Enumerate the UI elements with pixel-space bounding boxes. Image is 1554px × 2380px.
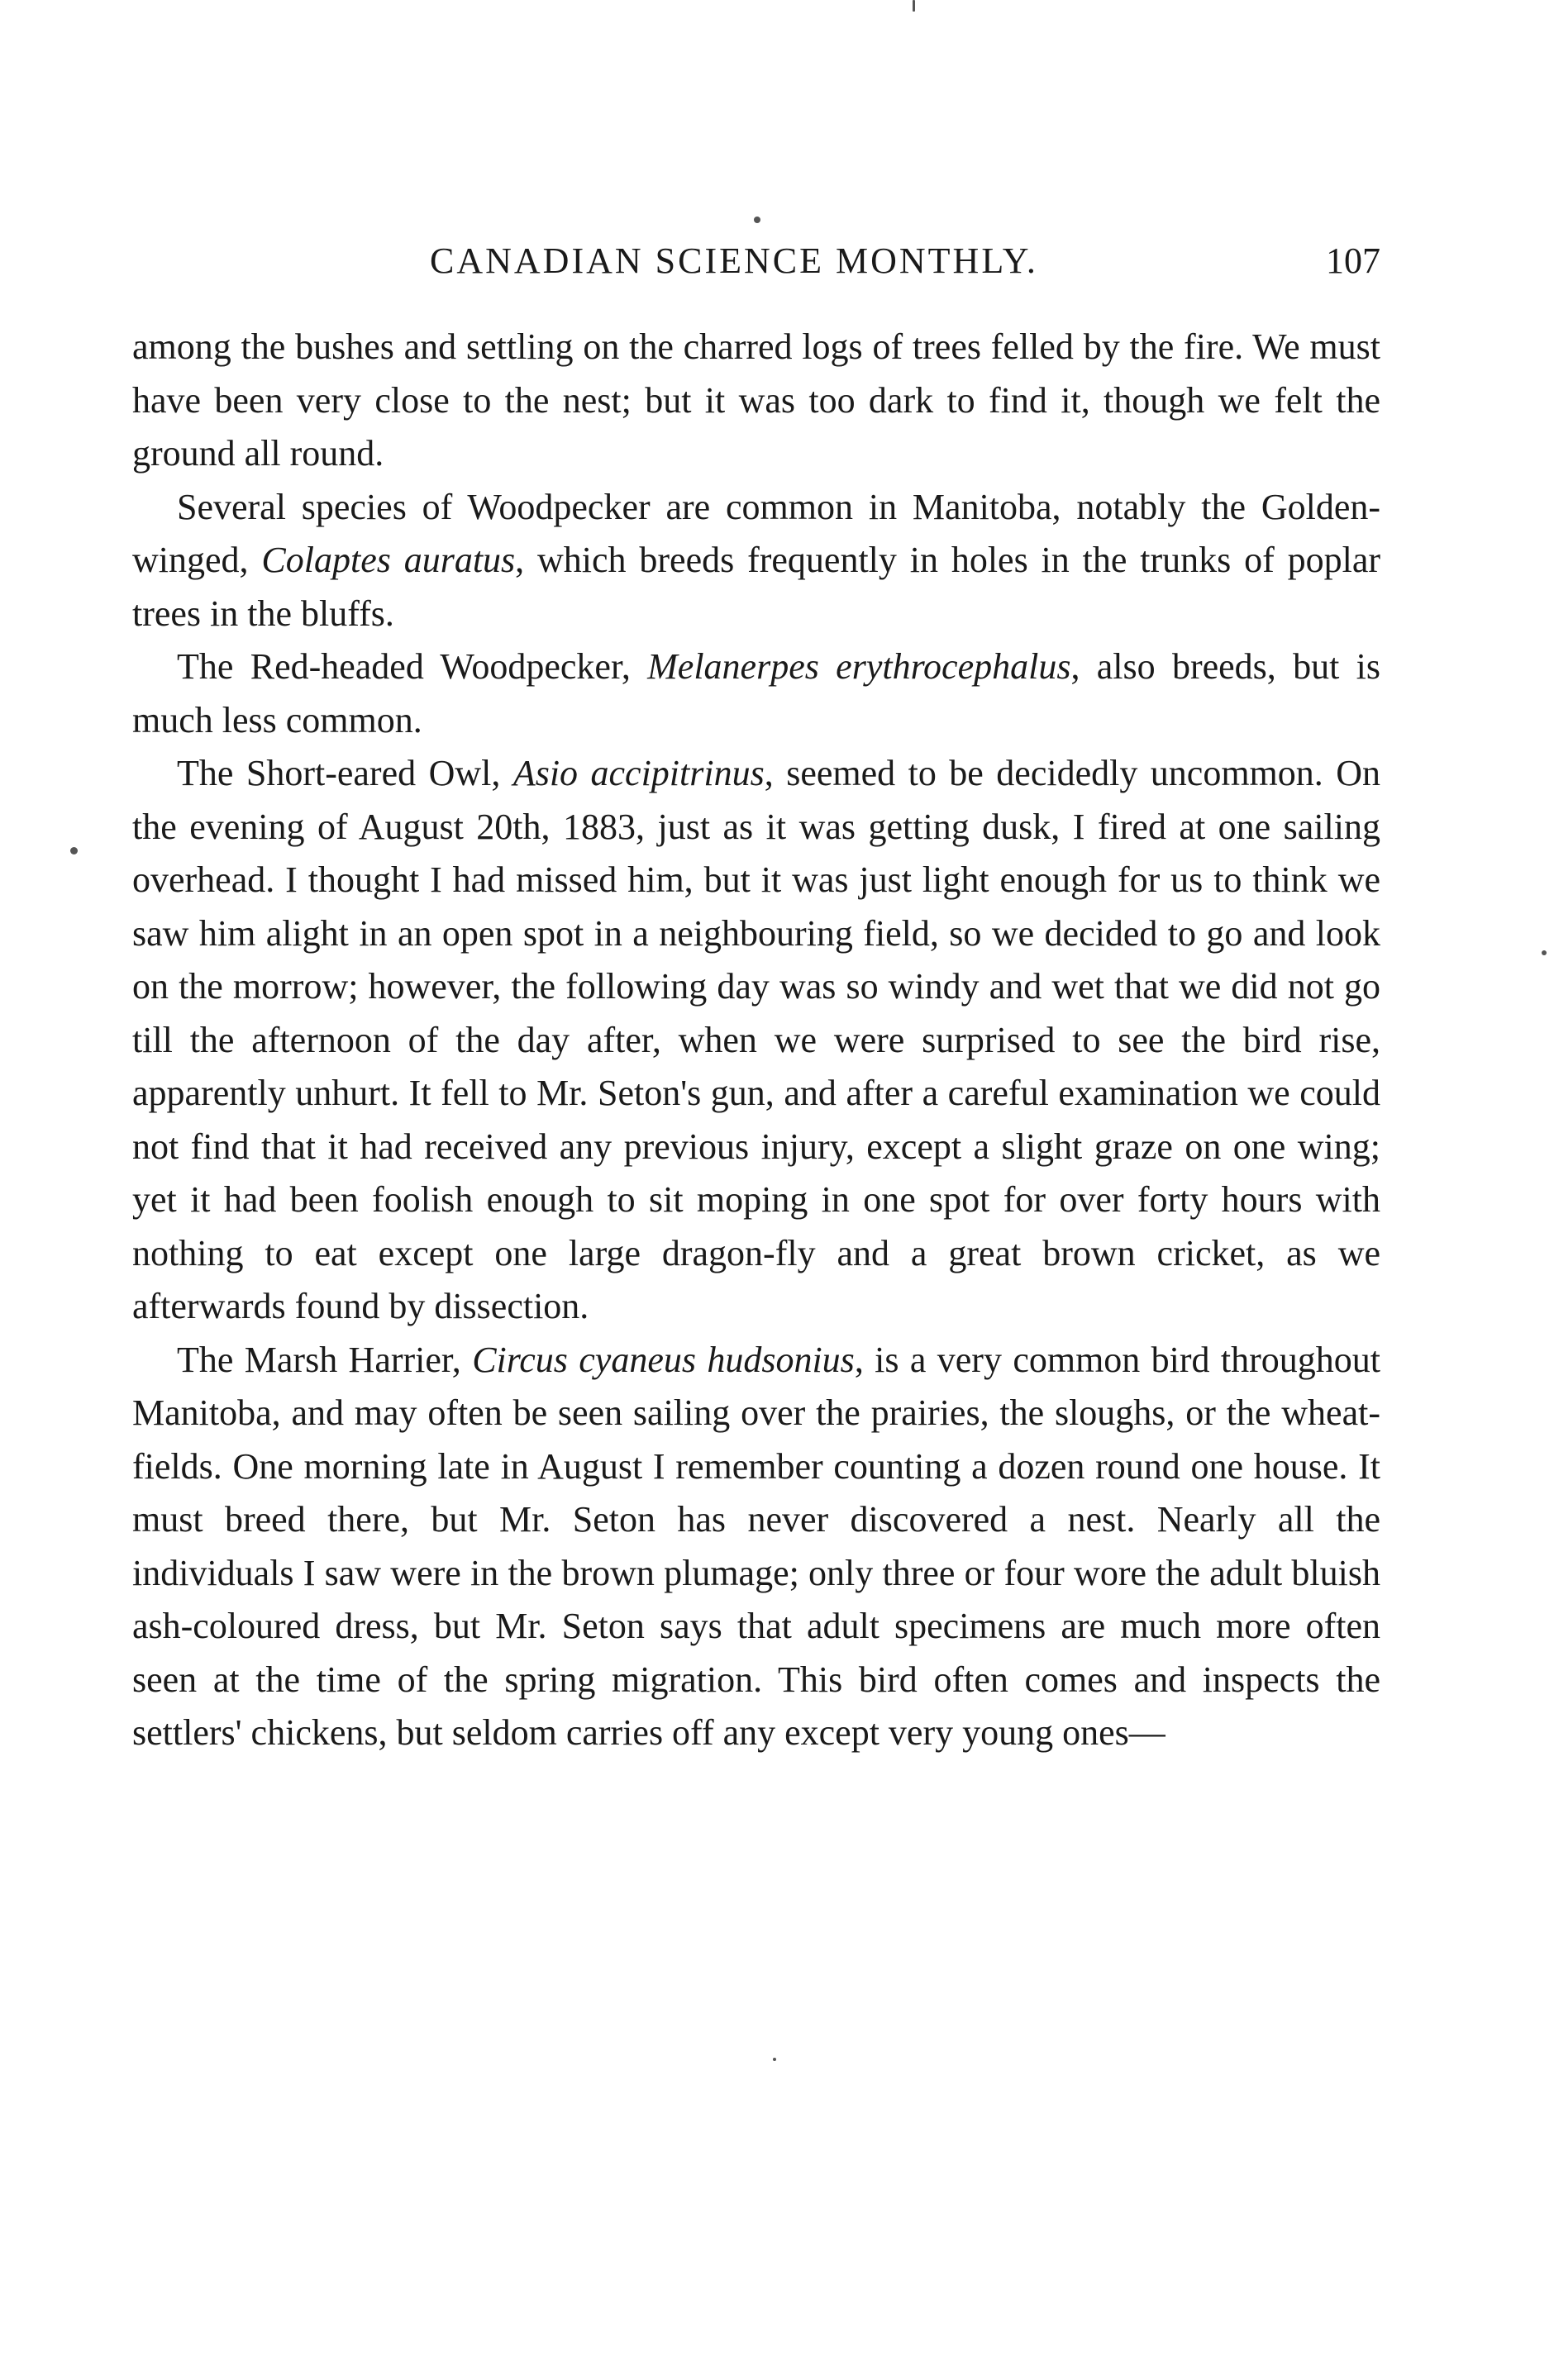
paragraph-text: , also breeds, but is much less common. bbox=[132, 646, 1380, 740]
scan-speck bbox=[70, 847, 78, 854]
scan-speck bbox=[773, 2058, 776, 2061]
page-number: 107 bbox=[1326, 240, 1380, 281]
paragraph-text: The Red-headed Woodpecker, bbox=[177, 646, 648, 687]
paragraph-text: Several species of Woodpecker are common in Manitoba, notably the Golden-winged, bbox=[132, 486, 1380, 580]
paragraph bbox=[132, 747, 1380, 1334]
paragraph bbox=[132, 321, 1380, 481]
paragraph-text: , seemed to be decidedly uncommon. On the evening of August 20th, 1883, just as it was getting dusk, I fired at one sailing overhead. I thought I had missed him, but it was just light enough for us to think we saw him alight in an open spot in a neighbouring field, so we decided to go and look on the morrow; however, the following day was so windy and wet that we did not go till the afternoon of the day after, when we were surprised to see the bird rise, apparently unhurt. It fell to Mr. Seton's gun, and after a careful examination we could not find that it had received any previous injury, except a slight graze on one wing; yet it had been foolish enough to sit moping in one spot for over forty hours with nothing to eat except one large dragon-fly and a great brown cricket, as we afterwards found by dissection. bbox=[132, 753, 1381, 1326]
species-name: Melanerpes erythrocephalus bbox=[647, 646, 1071, 687]
paragraph-text: The Short-eared Owl, bbox=[177, 753, 513, 793]
paragraph-text: among the bushes and settling on the charred logs of trees felled by the fire. We must have been very close to the nest; but it was too dark to find it, though we felt the ground all round. bbox=[132, 326, 1380, 474]
species-name: Circus cyaneus hudsonius bbox=[472, 1339, 855, 1380]
running-head bbox=[132, 240, 1380, 289]
journal-title: CANADIAN SCIENCE MONTHLY. bbox=[430, 240, 1038, 281]
scan-speck bbox=[913, 0, 915, 12]
paragraph-text: , which breeds frequently in holes in the trunks of poplar trees in the bluffs. bbox=[132, 540, 1381, 634]
body-text bbox=[132, 321, 1380, 1760]
scan-speck bbox=[1542, 950, 1547, 955]
scan-speck bbox=[754, 217, 760, 223]
species-name: Colaptes auratus bbox=[261, 540, 516, 580]
paragraph bbox=[132, 1334, 1380, 1760]
paragraph bbox=[132, 640, 1380, 747]
species-name: Asio accipitrinus bbox=[512, 753, 765, 793]
paragraph bbox=[132, 481, 1380, 641]
paragraph-text: , is a very common bird throughout Manitoba, and may often be seen sailing over the prairies, the sloughs, or the wheat-fields. One morning late in August I remember counting a dozen round one house. It must breed there, but Mr. Seton has never discovered a nest. Nearly all the individuals I saw were in the brown plumage; only three or four wore the adult bluish ash-coloured dress, but Mr. Seton says that adult specimens are much more often seen at the time of the spring migration. This bird often comes and inspects the settlers' chickens, but seldom carries off any except very young ones— bbox=[132, 1339, 1381, 1753]
paragraph-text: The Marsh Harrier, bbox=[177, 1339, 473, 1380]
